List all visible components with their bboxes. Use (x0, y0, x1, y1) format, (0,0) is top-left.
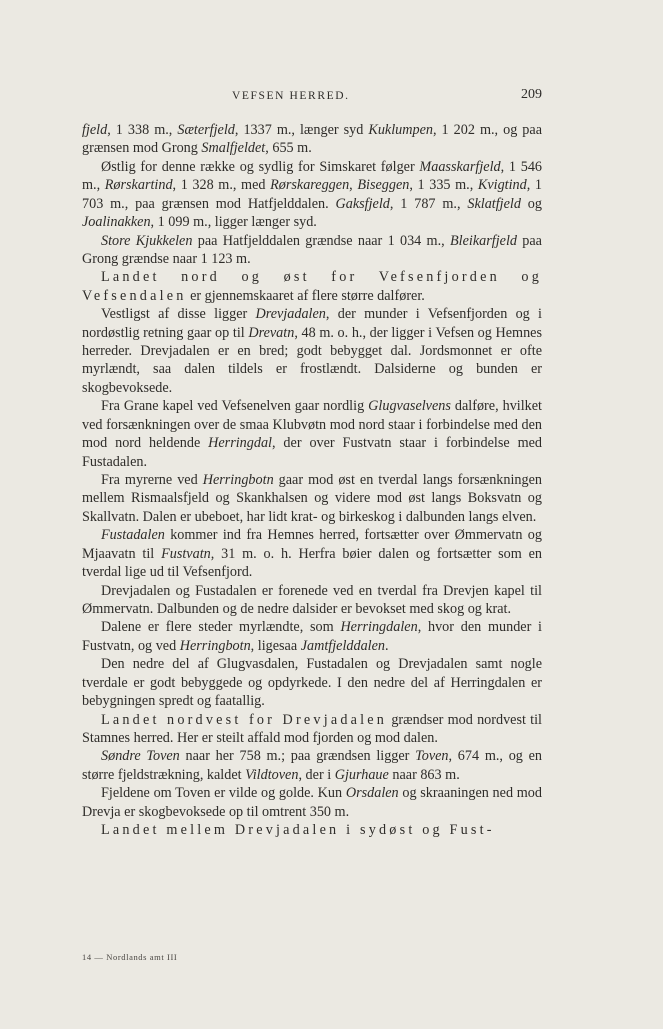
italic-place-name: Biseggen (357, 177, 410, 194)
italic-place-name: Maasskarfjeld (419, 158, 501, 175)
italic-place-name: Joalinakken (82, 214, 151, 231)
text-run: og (520, 195, 542, 212)
text-run: , 1 546 m., (82, 158, 542, 194)
italic-place-name: Fustadalen (101, 527, 165, 544)
italic-place-name: Søndre Toven (101, 748, 180, 765)
italic-place-name: Gaksfjeld (335, 195, 390, 212)
text-run: , 1 099 m., ligger længer syd. (150, 214, 317, 231)
text-run: . (385, 637, 389, 654)
italic-place-name: Herringdalen (340, 619, 418, 636)
italic-place-name: Orsdalen (345, 785, 399, 802)
text-run: og skraaningen ned mod Drevja er skogbevoksede op til omtrent 350 m. (82, 785, 542, 820)
text-run: Drevjadalen og Fustadalen er forenede ved en tverdal fra Drevjen kapel til Ømmervatn. Dalbunden og de nedre dalsider er bevokset med skog og krat. (82, 582, 542, 617)
text-run: , 1 703 m., paa grænsen mod Hatfjelddalen. (82, 177, 543, 212)
italic-place-name: Toven (415, 748, 449, 765)
italic-place-name: Smalfjeldet (201, 140, 266, 157)
text-run: , ligesaa (250, 637, 301, 654)
italic-place-name: Rørskareggen (270, 177, 350, 194)
text-run: , 31 m. o. h. Herfra bøier dalen og fortsætter som en tverdal lige ud til Vefsenfjord. (82, 545, 542, 581)
text-run: er gjennemskaaret af flere større dalfører. (186, 287, 425, 304)
paragraph (82, 526, 542, 581)
text-run: , 1 335 m., (409, 177, 478, 194)
paragraph (82, 784, 542, 821)
text-run: paa Hatfjelddalen grændse naar 1 034 m., (192, 232, 450, 249)
text-run: , hvor den munder i Fustvatn, og ved (82, 619, 542, 654)
italic-place-name: fjeld (82, 122, 108, 138)
text-run: Vestligst af disse ligger (101, 306, 256, 323)
paragraph (82, 397, 542, 471)
text-run: , 1 202 m., og paa grænsen mod Grong (82, 122, 542, 157)
text-run: Fra Grane kapel ved Vefsenelven gaar nordlig (101, 398, 369, 415)
text-run: Fra myrerne ved (101, 472, 203, 489)
italic-place-name: Herringdal (208, 435, 272, 452)
text-run: , 674 m., og en større fjeldstrækning, kaldet (82, 748, 542, 783)
paragraph (82, 121, 542, 158)
paragraph (82, 655, 542, 710)
paragraph (82, 268, 542, 305)
text-run: paa Grong grændse naar 1 123 m. (82, 232, 542, 267)
italic-place-name: Store Kjukkelen (101, 232, 193, 249)
italic-place-name: Sæterfjeld (177, 122, 235, 138)
italic-place-name: Gjurhaue (334, 766, 389, 783)
italic-place-name: Drevatn (248, 324, 295, 341)
paragraph (82, 305, 542, 397)
paragraph (82, 821, 542, 839)
paragraph (82, 711, 542, 748)
italic-place-name: Herringbotn (202, 472, 274, 489)
text-run: naar 863 m. (388, 766, 460, 783)
italic-place-name: Vildtoven (245, 766, 299, 783)
text-run: Dalene er flere steder myrlændte, som (101, 619, 341, 636)
paragraph (82, 158, 542, 232)
spaced-heading-text: Landet nordvest for Drevjadalen (101, 711, 388, 728)
printer-signature: 14 — Nordlands amt III (82, 952, 178, 962)
text-run: , 1337 m., længer syd (234, 122, 369, 138)
text-run: grændser mod nordvest til Stamnes herred. Her er steilt affald mod fjorden og mod dalen. (82, 711, 542, 746)
paragraph (82, 232, 542, 269)
spaced-heading-text: Landet mellem Drevjadalen i sydøst og Fust- (101, 822, 495, 839)
italic-place-name: Drevjadalen (255, 306, 326, 323)
italic-place-name: Rørskartind (104, 177, 173, 194)
italic-place-name: Fustvatn (161, 545, 211, 562)
text-run: dalføre, hvilket ved forsænkningen over de smaa Klubvøtn mod nord staar i forbindelse med den mod nord heldende (82, 398, 543, 452)
running-title: VEFSEN HERRED. (232, 90, 350, 102)
spaced-heading-text: Landet nord og øst for Vefsenfjorden og Vefsendalen (82, 269, 542, 304)
italic-place-name: Sklatfjeld (467, 195, 521, 212)
text-run: gaar mod øst en tverdal langs forsænkningen mellem Rismaalsfjeld og Skankhalsen og videre mod øst langs Boksvatn og Skallvatn. Dalen er ubeboet, har lidt krat- og birkeskog i dalbunden langs elven. (82, 472, 543, 525)
text-run: , der i (298, 766, 335, 783)
text-run: , (349, 177, 358, 194)
text-run: Østlig for denne række og sydlig for Simskaret følger (101, 158, 420, 175)
text-run: , der over Fustvatn staar i forbindelse med Fustadalen. (82, 435, 543, 470)
italic-place-name: Kuklumpen (368, 122, 433, 138)
italic-place-name: Jamtfjelddalen (300, 637, 386, 654)
page-header (82, 86, 542, 108)
text-run: Den nedre del af Glugvasdalen, Fustadalen og Drevjadalen samt nogle tverdale er godt bebyggede og opdyrkede. I den nedre del af Herringdalen er bebygningen spredt og faatallig. (82, 656, 542, 710)
paragraph (82, 471, 542, 526)
text-run: kommer ind fra Hemnes herred, fortsætter over Ømmervatn og Mjaavatn til (82, 527, 542, 562)
text-run: , 48 m. o. h., der ligger i Vefsen og Hemnes herreder. Drevjadalen er en bred; godt bebygget dal. Jordsmonnet er ofte myrlændt, saa dalen tildels er frostlændt. Dalsiderne og bunden er skogbevoksede. (82, 324, 542, 396)
paragraph (82, 747, 542, 784)
italic-place-name: Kvigtind (477, 177, 527, 194)
italic-place-name: Bleikarfjeld (450, 232, 517, 249)
text-run: , 1 338 m., (107, 122, 178, 138)
text-run: , 655 m. (265, 140, 312, 157)
italic-place-name: Glugvaselvens (368, 398, 451, 415)
text-run: Fjeldene om Toven er vilde og golde. Kun (101, 785, 346, 802)
page-number: 209 (521, 87, 542, 102)
paragraph (82, 582, 542, 619)
text-run: , 1 787 m., (389, 195, 468, 212)
text-run: , der munder i Vefsenfjorden og i nordøstlig retning gaar op til (82, 306, 542, 341)
body-text (82, 121, 542, 839)
text-run: naar her 758 m.; paa grændsen ligger (179, 748, 416, 765)
text-run: , 1 328 m., med (172, 177, 271, 194)
italic-place-name: Herringbotn (179, 637, 251, 654)
paragraph (82, 618, 542, 655)
